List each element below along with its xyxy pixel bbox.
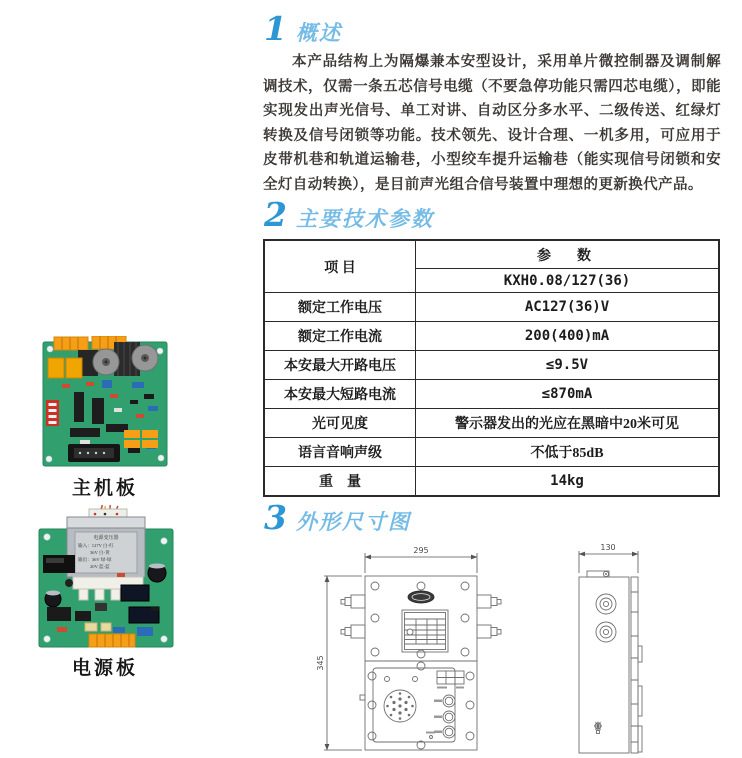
row-item: 本安最大短路电流 xyxy=(264,380,416,409)
table-row xyxy=(264,293,719,322)
main-board-photo xyxy=(40,336,170,473)
dimension-label-front-width: 295 xyxy=(413,546,429,555)
section-3-number: 3 xyxy=(264,498,287,537)
row-value: 警示器发出的光应在黑暗中20米可见 xyxy=(416,409,720,438)
row-value: ≤9.5V xyxy=(416,351,720,380)
section-2-number: 2 xyxy=(264,195,287,234)
transformer-line1: 输入：127V 白-红 xyxy=(78,543,114,548)
row-value: 14kg xyxy=(416,467,720,497)
dimension-drawings xyxy=(263,540,742,758)
overview-paragraph: 本产品结构上为隔爆兼本安型设计，采用单片微控制器及调制解调技术，仅需一条五芯信号电缆（不要急停功能只需四芯电缆），即能实现发出声光信号、单工对讲、自动区分多水平、二级传送、红绿灯转换及信号闭锁等功能。技术领先、设计合理、一机多用，可应用于皮带机巷和轨道运输巷，小型绞车提升运输巷（能实现信号闭锁和安全灯自动转换），是目前声光组合信号装置中理想的更新换代产品。 xyxy=(263,54,721,193)
row-item: 额定工作电流 xyxy=(264,322,416,351)
power-board-photo xyxy=(33,503,179,653)
display-window xyxy=(437,671,464,689)
row-value: 200(400)mA xyxy=(416,322,720,351)
power-board-label: 电源板 xyxy=(71,658,138,679)
section-1-title: 概述 xyxy=(295,21,342,45)
header-item-cell: 项 目 xyxy=(264,240,416,293)
section-1-number: 1 xyxy=(264,9,287,48)
section-2-heading xyxy=(264,195,434,234)
section-3-heading xyxy=(264,498,411,537)
table-row xyxy=(264,467,719,497)
bottom-connector xyxy=(68,444,120,462)
row-item: 重 量 xyxy=(264,467,416,497)
earth-bolt xyxy=(594,722,602,734)
table-header-row xyxy=(264,240,719,269)
table-row xyxy=(264,409,719,438)
front-view-drawing xyxy=(341,576,501,750)
nameplate xyxy=(402,610,448,652)
section-1-heading xyxy=(264,9,342,48)
row-value: ≤870mA xyxy=(416,380,720,409)
row-value: AC127(36)V xyxy=(416,293,720,322)
side-glands xyxy=(596,594,616,642)
row-item: 额定工作电压 xyxy=(264,293,416,322)
header-param-cell: 参 数 xyxy=(416,240,720,269)
speaker-grille xyxy=(384,690,416,722)
side-view-drawing xyxy=(579,571,642,753)
logo-badge xyxy=(408,591,434,603)
section-2-title: 主要技术参数 xyxy=(295,207,434,231)
dimension-label-front-height: 345 xyxy=(316,655,325,671)
model-cell: KXH0.08/127(36) xyxy=(416,269,720,293)
row-item: 光可见度 xyxy=(264,409,416,438)
row-value: 不低于85dB xyxy=(416,438,720,467)
panel-buttons xyxy=(434,695,455,738)
row-item: 语言音响声级 xyxy=(264,438,416,467)
section-3-title: 外形尺寸图 xyxy=(295,510,411,534)
dimension-label-side-width: 130 xyxy=(600,543,616,552)
spec-table xyxy=(263,239,720,497)
table-row xyxy=(264,322,719,351)
table-row xyxy=(264,438,719,467)
transformer-title: 电源变压器 xyxy=(93,536,119,541)
transformer-line2: 36V 白-黄 xyxy=(90,550,110,555)
bottom-orange-connector xyxy=(89,634,135,647)
cable-glands-left xyxy=(341,595,365,638)
cable-glands-right xyxy=(477,595,501,638)
table-row xyxy=(264,351,719,380)
transformer-line4: 20V 蓝-蓝 xyxy=(90,564,110,569)
table-row xyxy=(264,380,719,409)
transformer-line3: 输出：36V 绿-绿 xyxy=(78,557,112,562)
side-dimensions xyxy=(579,551,638,573)
signal-panel xyxy=(373,668,464,742)
row-item: 本安最大开路电压 xyxy=(264,351,416,380)
main-board-label: 主机板 xyxy=(71,478,138,499)
